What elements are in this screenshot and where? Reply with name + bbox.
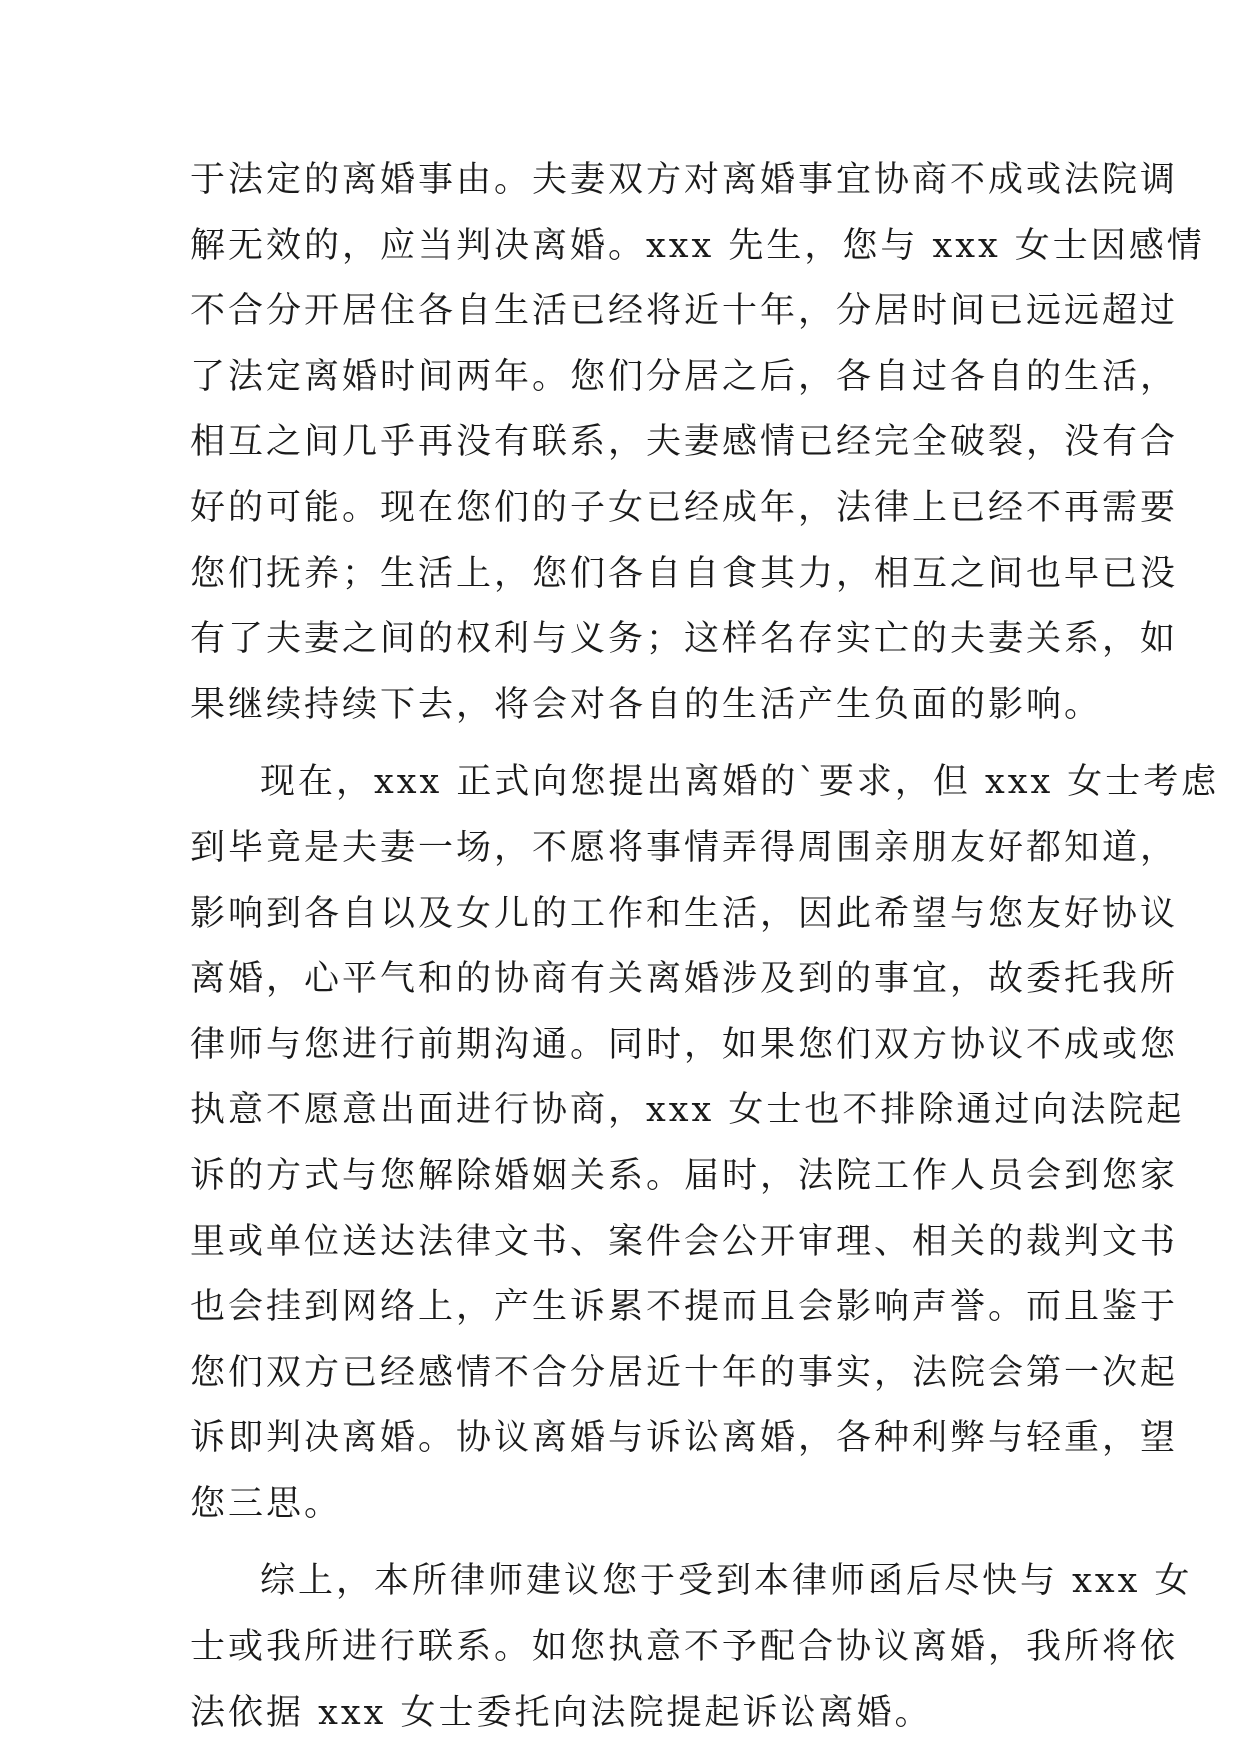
paragraph-2-line-10: 您们双方已经感情不合分居近十年的事实，法院会第一次起 bbox=[190, 1352, 1179, 1393]
paragraph-1-line-1: 于法定的离婚事由。夫妻双方对离婚事宜协商不成或法院调 bbox=[190, 160, 1179, 200]
paragraph-1-line-5: 相互之间几乎再没有联系，夫妻感情已经完全破裂，没有合 bbox=[190, 422, 1179, 463]
paragraph-2-line-1: 现在，xxx 正式向您提出离婚的`要求，但 xxx 女士考虑 bbox=[260, 762, 1220, 803]
paragraph-2-line-6: 执意不愿意出面进行协商，xxx 女士也不排除通过向法院起 bbox=[190, 1090, 1185, 1131]
paragraph-2-line-11: 诉即判决离婚。协议离婚与诉讼离婚，各种利弊与轻重，望 bbox=[190, 1418, 1179, 1459]
paragraph-1-line-8: 有了夫妻之间的权利与义务；这样名存实亡的夫妻关系，如 bbox=[190, 619, 1179, 660]
paragraph-1-line-2: 解无效的，应当判决离婚。xxx 先生，您与 xxx 女士因感情 bbox=[190, 225, 1205, 266]
letter-body bbox=[190, 148, 1220, 1746]
paragraph-2-line-7: 诉的方式与您解除婚姻关系。届时，法院工作人员会到您家 bbox=[190, 1155, 1179, 1196]
paragraph-3-line-2: 士或我所进行联系。如您执意不予配合协议离婚，我所将依 bbox=[190, 1627, 1179, 1668]
paragraph-2-line-12: 您三思。 bbox=[190, 1483, 343, 1524]
paragraph-1-line-6: 好的可能。现在您们的子女已经成年，法律上已经不再需要 bbox=[190, 487, 1179, 528]
paragraph-2-line-9: 也会挂到网络上，产生诉累不提而且会影响声誉。而且鉴于 bbox=[190, 1287, 1179, 1328]
paragraph-2-line-2: 到毕竟是夫妻一场，不愿将事情弄得周围亲朋友好都知道， bbox=[190, 827, 1179, 868]
paragraph-3-line-3: 法依据 xxx 女士委托向法院提起诉讼离婚。 bbox=[190, 1692, 933, 1733]
paragraph-2-line-3: 影响到各自以及女儿的工作和生活，因此希望与您友好协议 bbox=[190, 893, 1179, 934]
paragraph-1-line-9: 果继续持续下去，将会对各自的生活产生负面的影响。 bbox=[190, 684, 1103, 725]
paragraph-2-line-5: 律师与您进行前期沟通。同时，如果您们双方协议不成或您 bbox=[190, 1024, 1179, 1065]
paragraph-1-line-7: 您们抚养；生活上，您们各自自食其力，相互之间也早已没 bbox=[190, 553, 1179, 594]
paragraph-2-line-8: 里或单位送达法律文书、案件会公开审理、相关的裁判文书 bbox=[190, 1221, 1179, 1262]
paragraph-1-line-4: 了法定离婚时间两年。您们分居之后，各自过各自的生活， bbox=[190, 356, 1179, 397]
paragraph-1-line-3: 不合分开居住各自生活已经将近十年，分居时间已远远超过 bbox=[190, 291, 1179, 332]
paragraph-3-line-1: 综上，本所律师建议您于受到本律师函后尽快与 xxx 女 bbox=[260, 1561, 1193, 1602]
paragraph-2-line-4: 离婚，心平气和的协商有关离婚涉及到的事宜，故委托我所 bbox=[190, 959, 1179, 1000]
